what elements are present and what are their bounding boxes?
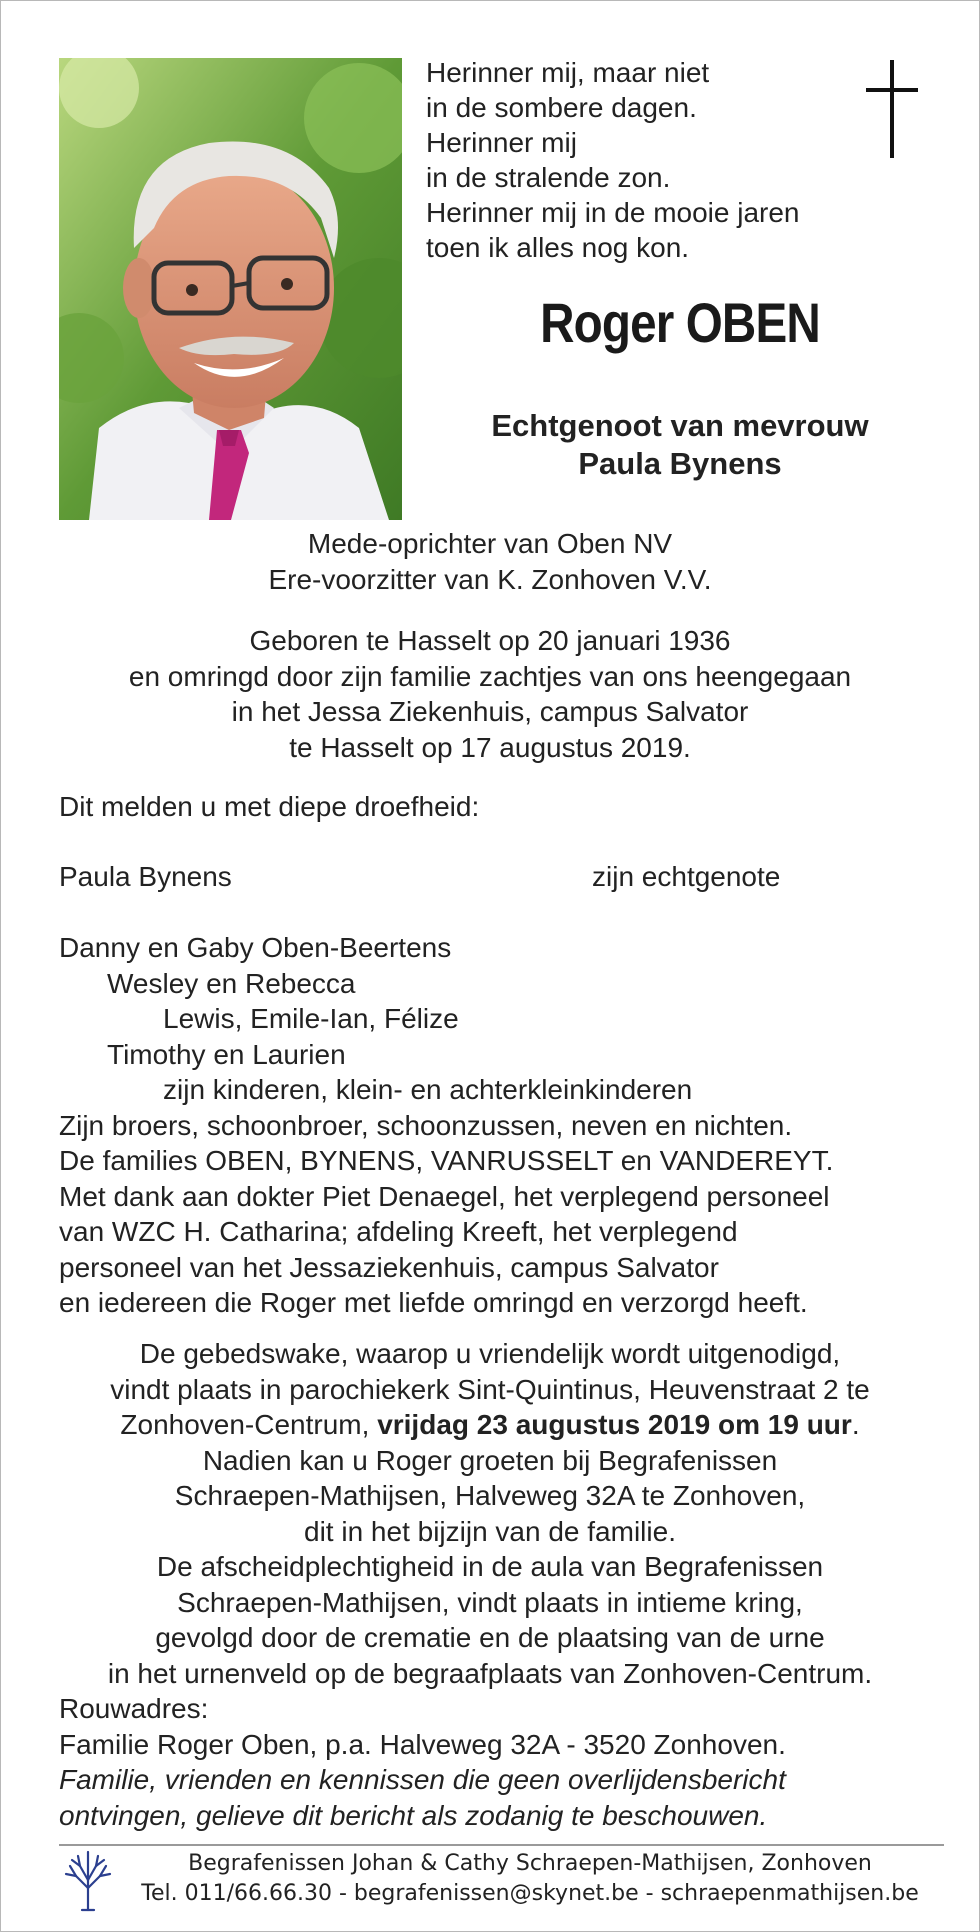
- birth-death-line: en omringd door zijn familie zachtjes van ons heengegaan: [128, 660, 852, 692]
- portrait-photo: [59, 58, 402, 520]
- widow-role: zijn echtgenote: [592, 861, 781, 892]
- service-line: Schraepen-Mathijsen, vindt plaats in intieme kring,: [177, 1586, 803, 1618]
- notice-line: Familie, vrienden en kennissen die geen overlijdensbericht: [59, 1764, 786, 1795]
- deceased-name: Roger OBEN: [540, 291, 820, 354]
- address-label: Rouwadres:: [59, 1693, 209, 1724]
- poem-line: Herinner mij, maar niet: [426, 57, 710, 88]
- tree-logo-icon: [62, 1848, 114, 1912]
- announce-intro-text: Dit melden u met diepe droefheid:: [59, 791, 480, 822]
- widow-row: [59, 859, 939, 895]
- family-more-line: De families OBEN, BYNENS, VANRUSSELT en VANDEREYT.: [59, 1145, 834, 1176]
- title-line: Ere-voorzitter van K. Zonhoven V.V.: [268, 563, 712, 595]
- service-period: .: [851, 1409, 860, 1440]
- birth-death-line: in het Jessa Ziekenhuis, campus Salvator: [231, 696, 749, 727]
- title-line: Mede-oprichter van Oben NV: [307, 528, 673, 559]
- birth-death-line: te Hasselt op 17 augustus 2019.: [289, 731, 691, 763]
- spouse-line: Paula Bynens: [578, 446, 782, 481]
- family-children: Danny en Gaby Oben-Beertens: [59, 932, 452, 963]
- titles: [40, 526, 940, 597]
- widow-name: Paula Bynens: [59, 861, 232, 892]
- family-more-line: Zijn broers, schoonbroer, schoonzussen, neven en nichten.: [59, 1109, 793, 1141]
- family-grandchild: Wesley en Rebecca: [107, 967, 356, 999]
- footer-divider: [59, 1844, 944, 1846]
- service-line-date: [40, 1407, 940, 1443]
- spouse-info: [440, 407, 920, 483]
- poem-line: Herinner mij in de mooie jaren: [426, 197, 800, 228]
- family-great-grandchildren: Lewis, Emile-Ian, Félize: [163, 1003, 459, 1034]
- family-more-line: personeel van het Jessaziekenhuis, campus Salvator: [59, 1251, 719, 1283]
- poem-line: Herinner mij: [426, 127, 577, 158]
- service-line: gevolgd door de crematie en de plaatsing van de urne: [155, 1622, 825, 1653]
- footer: [120, 1849, 940, 1909]
- service-line: Nadien kan u Roger groeten bij Begrafenissen: [202, 1444, 778, 1476]
- service-line: De gebedswake, waarop u vriendelijk wordt uitgenodigd,: [139, 1338, 841, 1369]
- poem-line: in de sombere dagen.: [426, 92, 697, 123]
- poem-line: in de stralende zon.: [426, 162, 671, 193]
- family-more-line: Met dank aan dokter Piet Denaegel, het verplegend personeel: [59, 1180, 830, 1212]
- cross-icon: [862, 60, 922, 160]
- service-line: Schraepen-Mathijsen, Halveweg 32A te Zonhoven,: [174, 1480, 806, 1511]
- footer-contact: Tel. 011/66.66.30 - begrafenissen@skynet.be - schraepenmathijsen.be: [141, 1881, 919, 1906]
- service-date: vrijdag 23 augustus 2019 om 19 uur: [377, 1409, 852, 1440]
- family-relation: zijn kinderen, klein- en achterkleinkinderen: [163, 1074, 693, 1105]
- family-more-line: en iedereen die Roger met liefde omringd en verzorgd heeft.: [59, 1287, 808, 1318]
- birth-death: [40, 623, 940, 765]
- service-place: Zonhoven-Centrum,: [120, 1409, 378, 1440]
- service-line: dit in het bijzijn van de familie.: [304, 1515, 676, 1547]
- poem: [426, 55, 866, 265]
- family-list: [59, 930, 939, 1321]
- notice-line: ontvingen, gelieve dit bericht als zodanig te beschouwen.: [59, 1799, 768, 1831]
- family-more-line: van WZC H. Catharina; afdeling Kreeft, het verplegend: [59, 1216, 738, 1247]
- birth-death-line: Geboren te Hasselt op 20 januari 1936: [249, 625, 731, 656]
- service-line: vindt plaats in parochiekerk Sint-Quintinus, Heuvenstraat 2 te: [110, 1373, 870, 1405]
- spouse-line: Echtgenoot van mevrouw: [491, 408, 869, 443]
- footer-company: Begrafenissen Johan & Cathy Schraepen-Mathijsen, Zonhoven: [188, 1851, 872, 1876]
- service-line: in het urnenveld op de begraafplaats van Zonhoven-Centrum.: [107, 1657, 873, 1689]
- service-details: [40, 1336, 940, 1691]
- service-line: De afscheidplechtigheid in de aula van Begrafenissen: [156, 1551, 824, 1582]
- address-value: Familie Roger Oben, p.a. Halveweg 32A - 3520 Zonhoven.: [59, 1728, 786, 1760]
- family-grandchild: Timothy en Laurien: [107, 1038, 346, 1070]
- poem-line: toen ik alles nog kon.: [426, 232, 690, 263]
- address-block: [59, 1691, 939, 1833]
- announce-intro: [59, 789, 939, 825]
